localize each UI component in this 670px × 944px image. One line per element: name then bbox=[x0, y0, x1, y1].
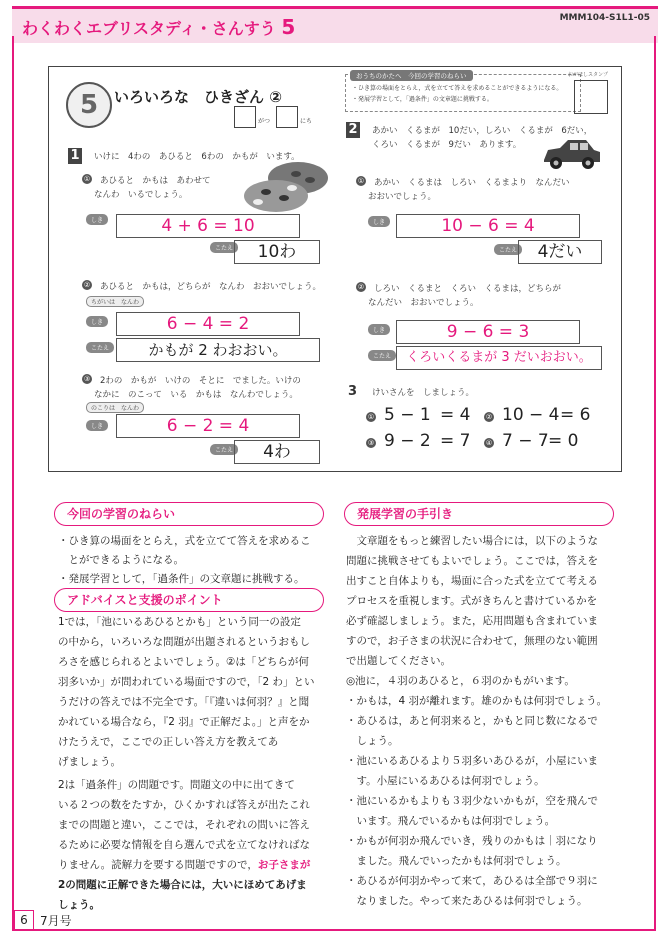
issue-month: 7月号 bbox=[40, 914, 72, 928]
dev-line-6: すので，お子さまの状況に合わせて，無理のない範囲 bbox=[346, 635, 598, 647]
advice-p1-line-6: かれている場合なら，『2 羽』で正解だよ。」と声をか bbox=[58, 716, 310, 728]
dev-line-1: 文章題をもっと練習したい場合には，以下のような bbox=[346, 535, 598, 547]
q1-2-shiki-answer[interactable]: 6 − 4 = 2 bbox=[116, 312, 300, 336]
dev-line-2: 問題に挑戦させてもよいでしょう。ここでは，答えを bbox=[346, 555, 598, 567]
dev-line-13: す。小屋にいるあひるは何羽でしょう。 bbox=[346, 775, 545, 787]
page-number: 6 bbox=[14, 910, 34, 930]
advice-heading: アドバイスと支援のポイント bbox=[54, 588, 324, 612]
car-illustration bbox=[540, 138, 602, 170]
aims-line-3: ・発展学習として，「過条件」の文章題に挑戦する。 bbox=[58, 573, 305, 585]
month-box bbox=[234, 106, 256, 128]
q3-item3-no: ③ bbox=[367, 439, 375, 447]
advice-p2-line-4: るために必要な情報を自ら選んで式を立てなければな bbox=[58, 839, 310, 851]
advice-p2-line-1: 2は「過条件」の問題です。問題文の中に出てきて bbox=[58, 779, 295, 791]
advice-p1-line-8: げましょう。 bbox=[58, 756, 121, 768]
development-heading: 発展学習の手引き bbox=[344, 502, 614, 526]
dev-line-19: なりました。やって来たあひるは何羽でしょう。 bbox=[346, 895, 588, 907]
q1-2-shiki-label: しき bbox=[86, 316, 108, 327]
q1-2-kotae-label: こたえ bbox=[86, 342, 114, 353]
q1-1-text1: あひると かもは あわせて bbox=[100, 176, 211, 186]
advice-p1-line-2: の中から，いろいろな問題が出題されるというおもし bbox=[58, 636, 310, 648]
q1-3-kotae-answer[interactable]: 4わ bbox=[234, 440, 320, 464]
q2-1-no: ① bbox=[357, 177, 365, 185]
q3-item1-answer[interactable]: = 4 bbox=[440, 405, 471, 425]
dev-line-4: プロセスを重視します。式がきちんと書けているかを bbox=[346, 595, 598, 607]
advice-p1-line-7: けたうえで，ここでの正しい答え方を教えてあ bbox=[58, 736, 279, 748]
q2-1-shiki-label: しき bbox=[368, 216, 390, 227]
dev-line-8: ◎池に，４羽のあひると，６羽のかもがいます。 bbox=[346, 675, 575, 687]
q2-1-text2: おおいでしょう。 bbox=[368, 192, 437, 202]
dev-line-16: ・かもが何羽か飛んでいき，残りのかもは｜羽になり bbox=[346, 835, 598, 847]
advice-p2-line-5: りません。読解力を要する問題ですので，お子さまが bbox=[58, 859, 311, 871]
aims-heading: 今回の学習のねらい bbox=[54, 502, 324, 526]
q1-1-kotae-label: こたえ bbox=[210, 242, 238, 253]
q1-3-text2: なかに のこって いる かもは なんわでしょう。 bbox=[94, 390, 298, 400]
guide-line-1: ・ひき算の場面をとらえ，式を立てて答えを求めることができるようになる。 bbox=[352, 85, 563, 92]
q1-2-chigai-label: ちがいは なんわ bbox=[86, 296, 144, 307]
advice-p2-line-3: までの問題と違い，ここでは，それぞれの問いに答え bbox=[58, 819, 310, 831]
q2-text2: くろい くるまが 9だい あります。 bbox=[372, 140, 522, 150]
q1-number: 1 bbox=[68, 148, 82, 164]
dev-line-3: 出すこと自体よりも，場面に合った式を立てて考える bbox=[346, 575, 598, 587]
advice-p1-line-5: うだけの答えでは不完全です。「『違いは何羽？』と聞 bbox=[58, 696, 310, 708]
q3-number: 3 bbox=[348, 384, 358, 399]
q2-number: 2 bbox=[346, 122, 360, 138]
stamp-label: おがほしスタンプ bbox=[568, 72, 609, 78]
advice-p2-line-2: いる２つの数をたすか，ひくかすれば答えが出たこれ bbox=[58, 799, 310, 811]
q1-3-nokori-label: のこりは なんわ bbox=[86, 402, 144, 413]
q3-item2-expr: 10 − 4 bbox=[502, 405, 560, 425]
q1-text: いけに 4わの あひると 6わの かもが います。 bbox=[94, 152, 300, 162]
aims-line-1: ・ひき算の場面をとらえ，式を立てて答えを求めるこ bbox=[58, 535, 311, 547]
q1-3-shiki-answer[interactable]: 6 − 2 = 4 bbox=[116, 414, 300, 438]
q2-2-kotae-label: こたえ bbox=[368, 350, 396, 361]
dev-line-14: ・池にいるかもよりも３羽少ないかもが，空を飛んで bbox=[346, 795, 598, 807]
q1-3-text1: 2わの かもが いけの そとに でました。いけの bbox=[100, 376, 301, 386]
q1-1-shiki-label: しき bbox=[86, 214, 108, 225]
q1-2-no: ② bbox=[83, 281, 91, 289]
dev-line-11: しょう。 bbox=[346, 735, 399, 747]
advice-p2-line-7: しょう。 bbox=[58, 899, 100, 911]
dev-line-7: で出題してください。 bbox=[346, 655, 451, 667]
q3-item4-expr: 7 − 7 bbox=[502, 431, 549, 451]
q1-2-text: あひると かもは，どちらが なんわ おおいでしょう。 bbox=[100, 282, 322, 292]
q3-item1-expr: 5 − 1 bbox=[384, 405, 431, 425]
aims-line-2: とができるようになる。 bbox=[58, 554, 184, 566]
q1-2-kotae-answer[interactable]: かもが 2 わおおい。 bbox=[116, 338, 320, 362]
advice-p1-line-4: 羽多いか」が問われている場面ですので，「2 わ」とい bbox=[58, 676, 315, 688]
q3-item2-answer[interactable]: = 6 bbox=[560, 405, 591, 425]
q2-2-no: ② bbox=[357, 283, 365, 291]
dev-line-15: います。飛んでいるかもは何羽でしょう。 bbox=[346, 815, 556, 827]
q1-3-no: ③ bbox=[83, 375, 91, 383]
guide-title: おうちのかたへ 今回の学習のねらい bbox=[350, 70, 473, 81]
dev-line-17: ました。飛んでいったかもは何羽でしょう。 bbox=[346, 855, 567, 867]
q2-1-kotae-answer[interactable]: 4だい bbox=[518, 240, 602, 264]
stamp-box bbox=[574, 80, 608, 114]
q2-1-shiki-answer[interactable]: 10 − 6 = 4 bbox=[396, 214, 580, 238]
q3-text: けいさんを しましょう。 bbox=[372, 388, 475, 398]
q1-1-shiki-answer[interactable]: 4 + 6 = 10 bbox=[116, 214, 300, 238]
q1-1-kotae-answer[interactable]: 10わ bbox=[234, 240, 320, 264]
worksheet-title: いろいろな ひきざん ② bbox=[114, 88, 282, 106]
dev-line-5: 必ず確認しましょう。また，応用問題も含まれていま bbox=[346, 615, 598, 627]
q2-2-text2: なんだい おおいでしょう。 bbox=[368, 298, 479, 308]
q3-item4-no: ④ bbox=[485, 439, 493, 447]
advice-p1-line-1: 1では，「池にいるあひるとかも」という同一の設定 bbox=[58, 616, 301, 628]
q1-3-shiki-label: しき bbox=[86, 420, 108, 431]
advice-p2-line-6: 2の問題に正解できた場合には，大いにほめてあげま bbox=[58, 879, 307, 891]
advice-p1-line-3: ろさを感じられるとよいでしょう。②は「どちらが何 bbox=[58, 656, 309, 668]
month-unit: がつ bbox=[258, 118, 271, 125]
q2-1-text1: あかい くるまは しろい くるまより なんだい bbox=[374, 178, 570, 188]
q2-2-shiki-label: しき bbox=[368, 324, 390, 335]
q1-3-kotae-label: こたえ bbox=[210, 444, 238, 455]
dev-line-10: ・あひるは，あと何羽来ると，かもと同じ数になるで bbox=[346, 715, 598, 727]
dev-line-18: ・あひるが何羽かやって来て，あひるは全部で９羽に bbox=[346, 875, 598, 887]
lesson-number: 5 bbox=[66, 82, 112, 128]
q3-item1-no: ① bbox=[367, 413, 375, 421]
dev-line-12: ・池にいるあひるより５羽多いあひるが，小屋にいま bbox=[346, 755, 598, 767]
q2-text1: あかい くるまが 10だい，しろい くるまが 6だい， bbox=[372, 126, 593, 136]
q3-item2-no: ② bbox=[485, 413, 493, 421]
q3-item3-answer[interactable]: = 7 bbox=[440, 431, 471, 451]
q2-1-kotae-label: こたえ bbox=[494, 244, 522, 255]
q2-2-text1: しろい くるまと くろい くるまは，どちらが bbox=[374, 284, 562, 294]
q1-1-text2: なんわ いるでしょう。 bbox=[94, 190, 188, 200]
guide-line-2: ・発展学習として，「過条件」の文章題に挑戦する。 bbox=[352, 96, 493, 103]
dev-line-9: ・かもは，4 羽が離れます。雄のかもは何羽でしょう。 bbox=[346, 695, 608, 707]
day-box bbox=[276, 106, 298, 128]
q1-1-no: ① bbox=[83, 175, 91, 183]
q3-item4-answer[interactable]: = 0 bbox=[548, 431, 579, 451]
q2-2-shiki-answer[interactable]: 9 − 6 = 3 bbox=[396, 320, 580, 344]
q3-item3-expr: 9 − 2 bbox=[384, 431, 431, 451]
pond-illustration bbox=[236, 160, 328, 214]
header-title: わくわくエブリスタディ・さんすう 5 bbox=[22, 15, 296, 39]
q2-2-kotae-answer[interactable]: くろいくるまが 3 だいおおい。 bbox=[396, 346, 602, 370]
header-code: MMM104-S1L1-05 bbox=[559, 13, 650, 23]
day-unit: にち bbox=[300, 118, 313, 125]
